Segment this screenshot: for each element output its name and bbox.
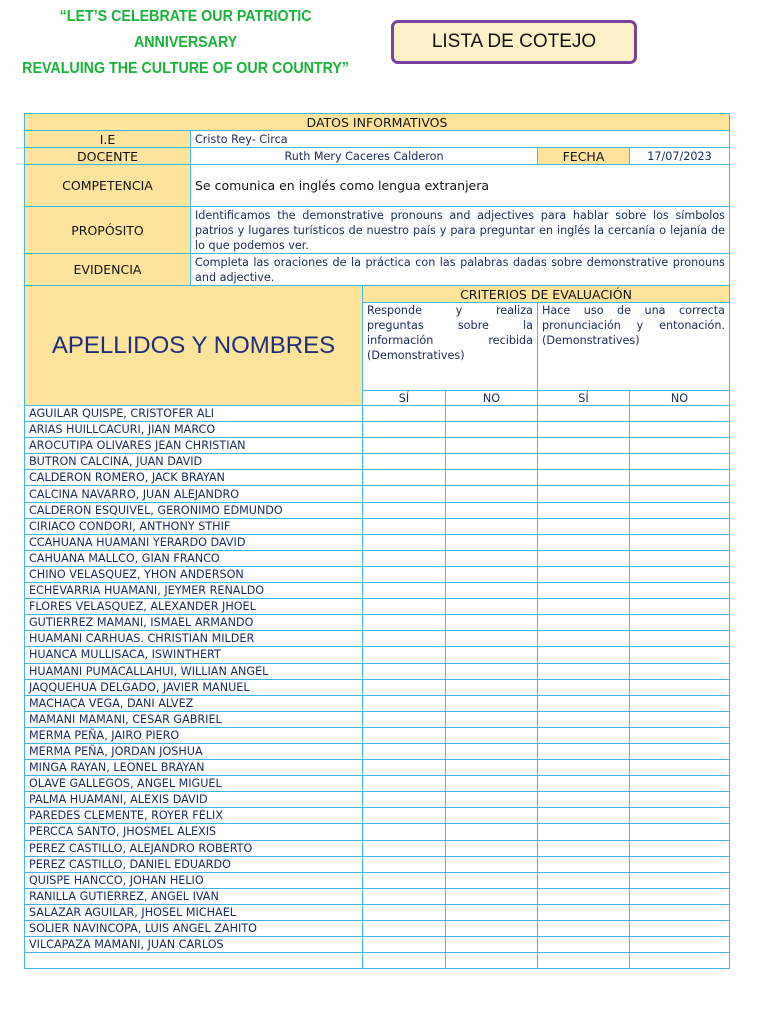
criterion-1-si-cell[interactable] [363,647,446,663]
criterion-2-si-cell[interactable] [538,615,630,631]
criterion-1-si-cell[interactable] [363,615,446,631]
criterion-1-si-cell[interactable] [363,695,446,711]
student-name: ECHEVARRIA HUAMANI, JEYMER RENALDO [25,583,363,599]
ie-value: Cristo Rey- Circa [191,131,730,148]
student-name: HUAMANI CARHUAS. CHRISTIAN MILDER [25,631,363,647]
criterion-1-no-cell[interactable] [446,743,538,759]
proposito-value: Identificamos the demonstrative pronouns and adjectives para hablar sobre los símbolos patrios y lugares turísticos de nuestro país y para preguntar en inglés la cercanía o lejanía de lo que podemos ver. [191,207,730,254]
criterion-1-no-cell[interactable] [446,647,538,663]
student-name: BUTRON CALCINA, JUAN DAVID [25,454,363,470]
student-row [25,486,730,502]
criterion-2-si-header: SÍ [538,391,630,406]
student-row [25,760,730,776]
criterion-2-no-cell[interactable] [630,454,730,470]
criterion-1-no-cell[interactable] [446,856,538,872]
criterion-2-no-cell[interactable] [630,583,730,599]
criterion-1-no-cell[interactable] [446,631,538,647]
student-name: CAHUANA MALLCO, GIAN FRANCO [25,550,363,566]
criterion-2-si-cell[interactable] [538,840,630,856]
criterion-2-si-cell[interactable] [538,904,630,920]
student-row [25,743,730,759]
student-name: HUANCA MULLISACA, ISWINTHERT [25,647,363,663]
student-name: MACHACA VEGA, DANI ALVEZ [25,695,363,711]
criterion-1-si-cell[interactable] [363,937,446,953]
criterion-1-si-cell[interactable] [363,663,446,679]
criterion-1-si-cell[interactable] [363,422,446,438]
student-name: MERMA PEÑA, JAIRO PIERO [25,727,363,743]
student-row [25,776,730,792]
student-row [25,856,730,872]
criterion-1-no-cell[interactable] [446,904,538,920]
student-row [25,872,730,888]
student-name: PEREZ CASTILLO, DANIEL EDUARDO [25,856,363,872]
student-row [25,502,730,518]
criterion-1-si-cell[interactable] [363,727,446,743]
ie-label: I.E [25,131,191,148]
criterion-1-no-cell[interactable] [446,406,538,422]
criterion-2-no-cell[interactable] [630,760,730,776]
student-row [25,904,730,920]
criterion-2-si-cell[interactable] [538,695,630,711]
criterion-1-no-cell[interactable] [446,872,538,888]
criterion-1-si-cell[interactable] [363,599,446,615]
criterion-2-no-cell[interactable] [630,953,730,969]
slogan-line-2: REVALUING THE CULTURE OF OUR COUNTRY” [22,60,350,77]
criterion-2-no-cell[interactable] [630,872,730,888]
student-row [25,470,730,486]
student-name: PERCCA SANTO, JHOSMEL ALEXIS [25,824,363,840]
student-row [25,566,730,582]
criterion-1-no-cell[interactable] [446,824,538,840]
criterion-2-si-cell[interactable] [538,888,630,904]
student-name: CIRIACO CONDORI, ANTHONY STHIF [25,518,363,534]
criterion-1-si-cell[interactable] [363,566,446,582]
student-name: CCAHUANA HUAMANI YERARDO DAVID [25,534,363,550]
criterion-2-no-cell[interactable] [630,566,730,582]
student-name: AGUILAR QUISPE, CRISTOFER ALI [25,406,363,422]
student-name: HUAMANI PUMACALLAHUI, WILLIAN ANGEL [25,663,363,679]
criterion-2-si-cell[interactable] [538,486,630,502]
criterion-2-no-cell[interactable] [630,631,730,647]
criterion-1: Responde y realiza preguntas sobre la información recibida (Demonstratives) [363,303,538,391]
criterion-1-no-cell[interactable] [446,792,538,808]
criterion-2-si-cell[interactable] [538,711,630,727]
criterion-1-no-header: NO [446,391,538,406]
criterion-2-si-cell[interactable] [538,679,630,695]
criterion-2-no-cell[interactable] [630,470,730,486]
criterion-2-si-cell[interactable] [538,663,630,679]
criterion-2-no-cell[interactable] [630,663,730,679]
criterion-2-si-cell[interactable] [538,550,630,566]
slogan-line-1: “LET’S CELEBRATE OUR PATRIOTIC ANNIVERSARY [59,8,312,51]
criterion-1-si-cell[interactable] [363,583,446,599]
student-name: CALDERON ESQUIVEL, GERONIMO EDMUNDO [25,502,363,518]
slogan [20,4,351,82]
criterion-1-no-cell[interactable] [446,502,538,518]
student-name: RANILLA GUTIERREZ, ANGEL IVAN [25,888,363,904]
criterion-1-no-cell[interactable] [446,808,538,824]
criterion-2-no-cell[interactable] [630,711,730,727]
criterion-2-si-cell[interactable] [538,454,630,470]
criterion-1-si-cell[interactable] [363,760,446,776]
criterion-1-no-cell[interactable] [446,534,538,550]
criterion-1-si-header: SÍ [363,391,446,406]
criterion-1-si-cell[interactable] [363,711,446,727]
student-name: MINGA RAYAN, LEONEL BRAYAN [25,760,363,776]
criterion-1-si-cell[interactable] [363,438,446,454]
criterion-2-no-cell[interactable] [630,438,730,454]
criterion-1-si-cell[interactable] [363,502,446,518]
criterion-1-no-cell[interactable] [446,470,538,486]
student-row [25,406,730,422]
criterion-2-no-cell[interactable] [630,792,730,808]
criterion-1-no-cell[interactable] [446,695,538,711]
student-row [25,599,730,615]
student-name: SOLIER NAVINCOPA, LUIS ANGEL ZAHITO [25,921,363,937]
criterion-2-no-cell[interactable] [630,937,730,953]
evidencia-label: EVIDENCIA [25,254,191,286]
student-row [25,534,730,550]
criterion-2-no-cell[interactable] [630,599,730,615]
student-name: OLAVE GALLEGOS, ANGEL MIGUEL [25,776,363,792]
criterion-1-si-cell[interactable] [363,406,446,422]
criterion-2-no-cell[interactable] [630,486,730,502]
criterion-1-no-cell[interactable] [446,422,538,438]
criterion-2-si-cell[interactable] [538,647,630,663]
criterion-1-no-cell[interactable] [446,711,538,727]
student-row [25,727,730,743]
student-row [25,647,730,663]
criterion-1-si-cell[interactable] [363,518,446,534]
criterion-1-no-cell[interactable] [446,840,538,856]
criterion-1-no-cell[interactable] [446,727,538,743]
student-name: FLORES VELASQUEZ, ALEXANDER JHOEL [25,599,363,615]
student-name: GUTIERREZ MAMANI, ISMAEL ARMANDO [25,615,363,631]
criterion-2-si-cell[interactable] [538,518,630,534]
criterion-1-si-cell[interactable] [363,824,446,840]
criterion-1-si-cell[interactable] [363,921,446,937]
criterion-1-si-cell[interactable] [363,904,446,920]
student-row [25,679,730,695]
criterion-2-no-cell[interactable] [630,647,730,663]
proposito-label: PROPÓSITO [25,207,191,254]
fecha-label: FECHA [538,148,630,165]
criterion-1-no-cell[interactable] [446,566,538,582]
criterion-2-no-cell[interactable] [630,679,730,695]
student-row [25,583,730,599]
criterion-1-si-cell[interactable] [363,534,446,550]
criterion-2-no-cell[interactable] [630,406,730,422]
criterion-2-no-cell[interactable] [630,422,730,438]
criterion-2-si-cell[interactable] [538,631,630,647]
criterion-2-si-cell[interactable] [538,599,630,615]
docente-value: Ruth Mery Caceres Calderon [191,148,538,165]
checklist-table [24,113,730,969]
criterion-2-si-cell[interactable] [538,872,630,888]
criterion-2-no-cell[interactable] [630,727,730,743]
criterion-2-no-cell[interactable] [630,518,730,534]
document-title: LISTA DE COTEJO [391,20,637,64]
criterion-1-no-cell[interactable] [446,583,538,599]
criterion-2-si-cell[interactable] [538,502,630,518]
student-row [25,953,730,969]
criterion-1-no-cell[interactable] [446,486,538,502]
criterion-1-si-cell[interactable] [363,792,446,808]
student-name: SALAZAR AGUILAR, JHOSEL MICHAEL [25,904,363,920]
criterion-2-si-cell[interactable] [538,438,630,454]
criterion-1-no-cell[interactable] [446,599,538,615]
student-row [25,921,730,937]
criterion-2-si-cell[interactable] [538,534,630,550]
criterion-2-si-cell[interactable] [538,776,630,792]
student-name: MERMA PEÑA, JORDAN JOSHUA [25,743,363,759]
student-row [25,888,730,904]
criterion-2: Hace uso de una correcta pronunciación y entonación. (Demonstratives) [538,303,730,391]
criterion-1-no-cell[interactable] [446,550,538,566]
criterion-2-no-cell[interactable] [630,840,730,856]
student-name: PAREDES CLEMENTE, ROYER FELIX [25,808,363,824]
criterion-2-si-cell[interactable] [538,566,630,582]
criterion-2-no-cell[interactable] [630,743,730,759]
criterion-1-si-cell[interactable] [363,872,446,888]
student-row [25,711,730,727]
criterion-1-si-cell[interactable] [363,776,446,792]
criterion-1-si-cell[interactable] [363,486,446,502]
criterion-1-no-cell[interactable] [446,615,538,631]
criterion-1-no-cell[interactable] [446,888,538,904]
student-row [25,454,730,470]
criterion-2-si-cell[interactable] [538,743,630,759]
criterion-1-no-cell[interactable] [446,679,538,695]
criterion-2-no-cell[interactable] [630,502,730,518]
criterion-2-no-cell[interactable] [630,695,730,711]
evidencia-value: Completa las oraciones de la práctica con las palabras dadas sobre demonstrative pronouns and adjective. [191,254,730,286]
student-name: MAMANI MAMANI, CESAR GABRIEL [25,711,363,727]
criterion-1-si-cell[interactable] [363,808,446,824]
criterion-2-no-cell[interactable] [630,904,730,920]
criterion-2-si-cell[interactable] [538,760,630,776]
criterion-1-no-cell[interactable] [446,776,538,792]
criterion-2-si-cell[interactable] [538,406,630,422]
criterion-1-si-cell[interactable] [363,953,446,969]
criterion-1-si-cell[interactable] [363,840,446,856]
student-name: QUISPE HANCCO, JOHAN HELIO [25,872,363,888]
student-row [25,663,730,679]
student-row [25,840,730,856]
criterion-2-no-cell[interactable] [630,856,730,872]
student-row [25,438,730,454]
datos-informativos-header: DATOS INFORMATIVOS [25,114,730,131]
criterion-2-si-cell[interactable] [538,824,630,840]
criterion-2-si-cell[interactable] [538,583,630,599]
criterion-2-no-cell[interactable] [630,808,730,824]
criterion-2-si-cell[interactable] [538,808,630,824]
criterion-2-no-cell[interactable] [630,550,730,566]
student-name: CALCINA NAVARRO, JUAN ALEJANDRO [25,486,363,502]
criterion-1-si-cell[interactable] [363,888,446,904]
competencia-label: COMPETENCIA [25,165,191,207]
criterion-2-no-cell[interactable] [630,824,730,840]
student-name: JAQQUEHUA DELGADO, JAVIER MANUEL [25,679,363,695]
criterion-2-no-cell[interactable] [630,776,730,792]
criterion-1-si-cell[interactable] [363,856,446,872]
student-name [25,953,363,969]
criterion-1-si-cell[interactable] [363,743,446,759]
student-name: PEREZ CASTILLO, ALEJANDRO ROBERTO [25,840,363,856]
student-row [25,824,730,840]
criterion-2-no-cell[interactable] [630,921,730,937]
fecha-value: 17/07/2023 [630,148,730,165]
criterion-2-si-cell[interactable] [538,953,630,969]
student-name: CALDERON ROMERO, JACK BRAYAN [25,470,363,486]
criterion-2-si-cell[interactable] [538,937,630,953]
criterion-2-si-cell[interactable] [538,727,630,743]
criterion-1-no-cell[interactable] [446,518,538,534]
criterion-1-no-cell[interactable] [446,921,538,937]
criterion-1-no-cell[interactable] [446,937,538,953]
student-row [25,631,730,647]
student-row [25,615,730,631]
student-name: VILCAPAZA MAMANI, JUAN CARLOS [25,937,363,953]
criterion-1-si-cell[interactable] [363,454,446,470]
criterion-2-si-cell[interactable] [538,422,630,438]
criterion-2-no-cell[interactable] [630,615,730,631]
docente-label: DOCENTE [25,148,191,165]
student-row [25,550,730,566]
criterion-2-si-cell[interactable] [538,856,630,872]
student-row [25,937,730,953]
criterion-2-si-cell[interactable] [538,921,630,937]
student-name: ARIAS HUILLCACURI, JIAN MARCO [25,422,363,438]
criterion-1-no-cell[interactable] [446,663,538,679]
names-column-header: APELLIDOS Y NOMBRES [25,286,363,406]
criterion-1-si-cell[interactable] [363,631,446,647]
criterion-1-si-cell[interactable] [363,550,446,566]
competencia-value: Se comunica en inglés como lengua extranjera [191,165,730,207]
criterion-1-no-cell[interactable] [446,454,538,470]
criterion-2-no-cell[interactable] [630,888,730,904]
student-row [25,792,730,808]
student-name: CHINO VELASQUEZ, YHON ANDERSON [25,566,363,582]
criterion-1-no-cell[interactable] [446,953,538,969]
student-row [25,808,730,824]
student-row [25,518,730,534]
criterion-2-si-cell[interactable] [538,470,630,486]
student-name: PALMA HUAMANI, ALEXIS DAVID [25,792,363,808]
criteria-header: CRITERIOS DE EVALUACIÓN [363,286,730,303]
criterion-2-no-cell[interactable] [630,534,730,550]
student-row [25,695,730,711]
criterion-1-si-cell[interactable] [363,470,446,486]
student-name: AROCUTIPA OLIVARES JEAN CHRISTIAN [25,438,363,454]
criterion-2-si-cell[interactable] [538,792,630,808]
criterion-2-no-header: NO [630,391,730,406]
criterion-1-no-cell[interactable] [446,760,538,776]
criterion-1-no-cell[interactable] [446,438,538,454]
student-row [25,422,730,438]
criterion-1-si-cell[interactable] [363,679,446,695]
